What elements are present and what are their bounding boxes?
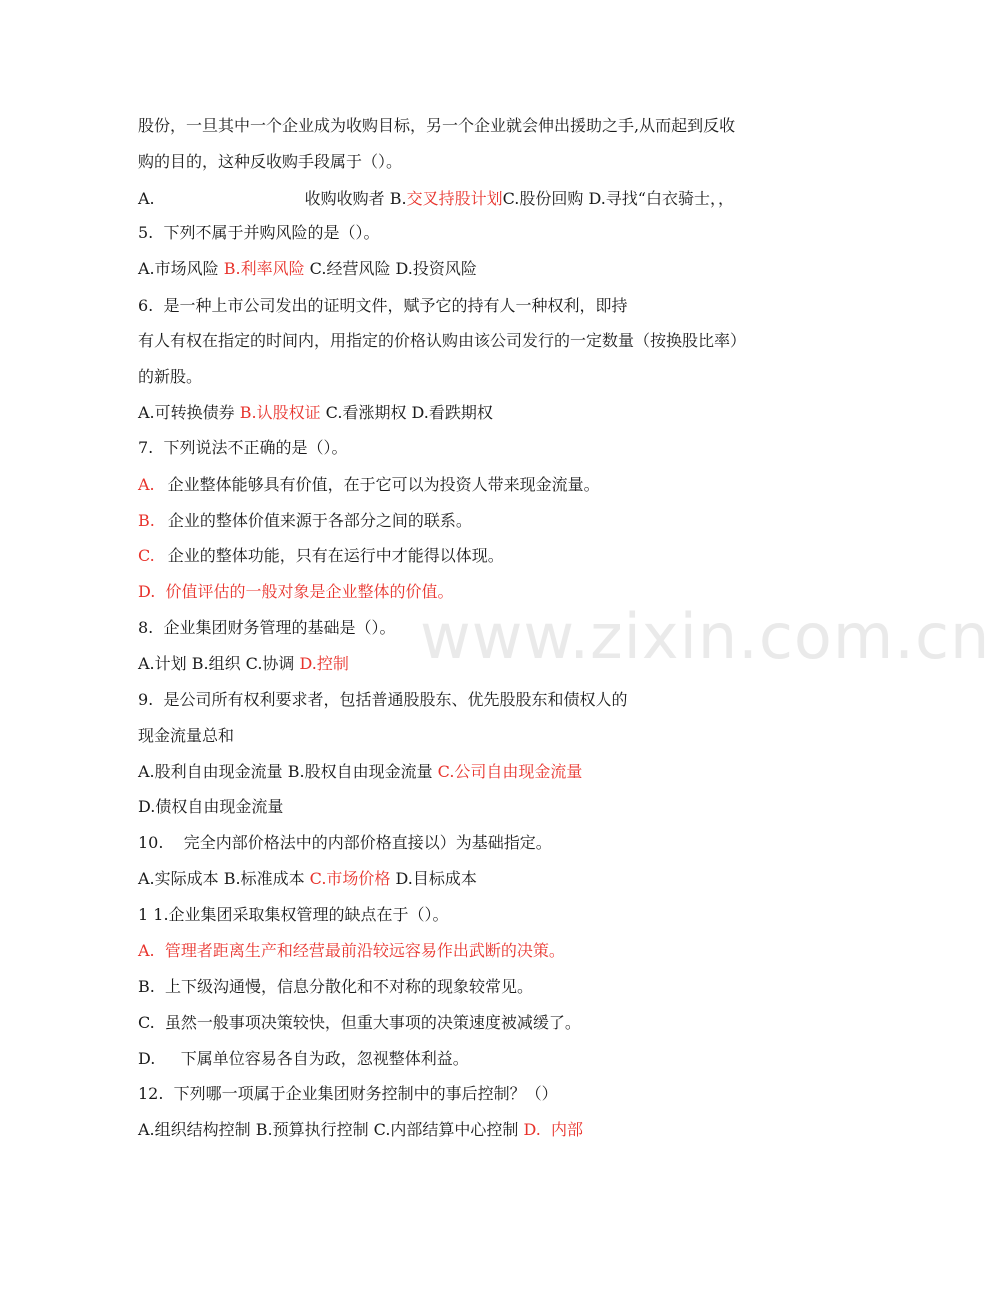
q5-option-a: A.市场风险	[138, 259, 224, 278]
q7-option-a	[138, 475, 600, 495]
q7-option-b	[138, 511, 472, 531]
q9-line1: 9. 是公司所有权利要求者，包括普通股股东、优先股股东和债权人的	[138, 690, 628, 709]
q6-line1: 6. 是一种上市公司发出的证明文件，赋予它的持有人一种权利，即持	[138, 296, 628, 315]
q8-stem: 8. 企业集团财务管理的基础是（）。	[138, 618, 396, 637]
q9-option-d: D.债权自由现金流量	[138, 797, 284, 816]
q7-option-b-text: 企业的整体价值来源于各部分之间的联系。	[167, 511, 472, 530]
q7-option-a-label: A.	[138, 475, 155, 494]
q12-options	[138, 1120, 583, 1140]
q4-line2: 购的目的，这种反收购手段属于（）。	[138, 152, 403, 171]
q9-option-ab: A.股利自由现金流量 B.股权自由现金流量	[138, 762, 438, 781]
q8-options	[138, 654, 349, 674]
q11-option-b: B. 上下级沟通慢，信息分散化和不对称的现象较常见。	[138, 977, 534, 996]
q10-option-d: D.目标成本	[390, 869, 477, 888]
q7-option-d: D. 价值评估的一般对象是企业整体的价值。	[138, 582, 454, 601]
q11-option-a: A. 管理者距离生产和经营最前沿较远容易作出武断的决策。	[138, 941, 565, 960]
q5-stem: 5. 下列不属于并购风险的是（）。	[138, 223, 380, 242]
q6-line2: 有人有权在指定的时间内，用指定的价格认购由该公司发行的一定数量（按换股比率）	[138, 331, 747, 350]
q7-option-c-label: C.	[138, 546, 155, 565]
q10-options	[138, 869, 477, 889]
q10-answer: C.市场价格	[309, 869, 391, 888]
q6-line3: 的新股。	[138, 367, 203, 386]
q12-stem: 12. 下列哪一项属于企业集团财务控制中的事后控制？（）	[138, 1084, 558, 1103]
q4-answer: 交叉持股计划	[406, 189, 503, 208]
q8-option-abc: A.计划 B.组织 C.协调	[138, 654, 300, 673]
q9-line2: 现金流量总和	[138, 726, 235, 745]
q4-option-a-label: A.	[138, 189, 155, 208]
q4-options	[138, 189, 734, 209]
q12-answer: D. 内部	[523, 1120, 584, 1139]
q9-answer: C.公司自由现金流量	[437, 762, 583, 781]
q11-option-d: D. 下属单位容易各自为政，忽视整体利益。	[138, 1049, 469, 1068]
q10-stem: 10. 完全内部价格法中的内部价格直接以）为基础指定。	[138, 833, 552, 852]
q5-options	[138, 259, 477, 279]
q6-option-cd: C.看涨期权 D.看跌期权	[320, 403, 493, 422]
q8-answer: D.控制	[299, 654, 349, 673]
q6-option-a: A.可转换债券	[138, 403, 240, 422]
q7-option-a-text: 企业整体能够具有价值，在于它可以为投资人带来现金流量。	[167, 475, 600, 494]
q4-line1: 股份，一旦其中一个企业成为收购目标，另一个企业就会伸出援助之手,从而起到反收	[138, 116, 736, 135]
q5-answer: B.利率风险	[223, 259, 305, 278]
q5-option-cd: C.经营风险 D.投资风险	[304, 259, 477, 278]
q7-option-b-label: B.	[138, 511, 155, 530]
q7-option-c-text: 企业的整体功能，只有在运行中才能得以体现。	[167, 546, 504, 565]
q4-option-a: 收购收购者 B.	[304, 189, 407, 208]
q7-option-c	[138, 546, 504, 566]
q11-stem: 1 1.企业集团采取集权管理的缺点在于（）。	[138, 905, 449, 924]
watermark: www.zixin.com.cn	[420, 600, 990, 673]
q11-option-c: C. 虽然一般事项决策较快，但重大事项的决策速度被减缓了。	[138, 1013, 581, 1032]
q4-option-cd: C.股份回购 D.寻找“白衣骑士，，	[502, 189, 734, 208]
q6-answer: B.认股权证	[239, 403, 321, 422]
q10-option-ab: A.实际成本 B.标准成本	[138, 869, 310, 888]
q6-options	[138, 403, 493, 423]
q9-options	[138, 762, 582, 782]
q7-stem: 7. 下列说法不正确的是（）。	[138, 438, 348, 457]
q12-option-abc: A.组织结构控制 B.预算执行控制 C.内部结算中心控制	[138, 1120, 524, 1139]
